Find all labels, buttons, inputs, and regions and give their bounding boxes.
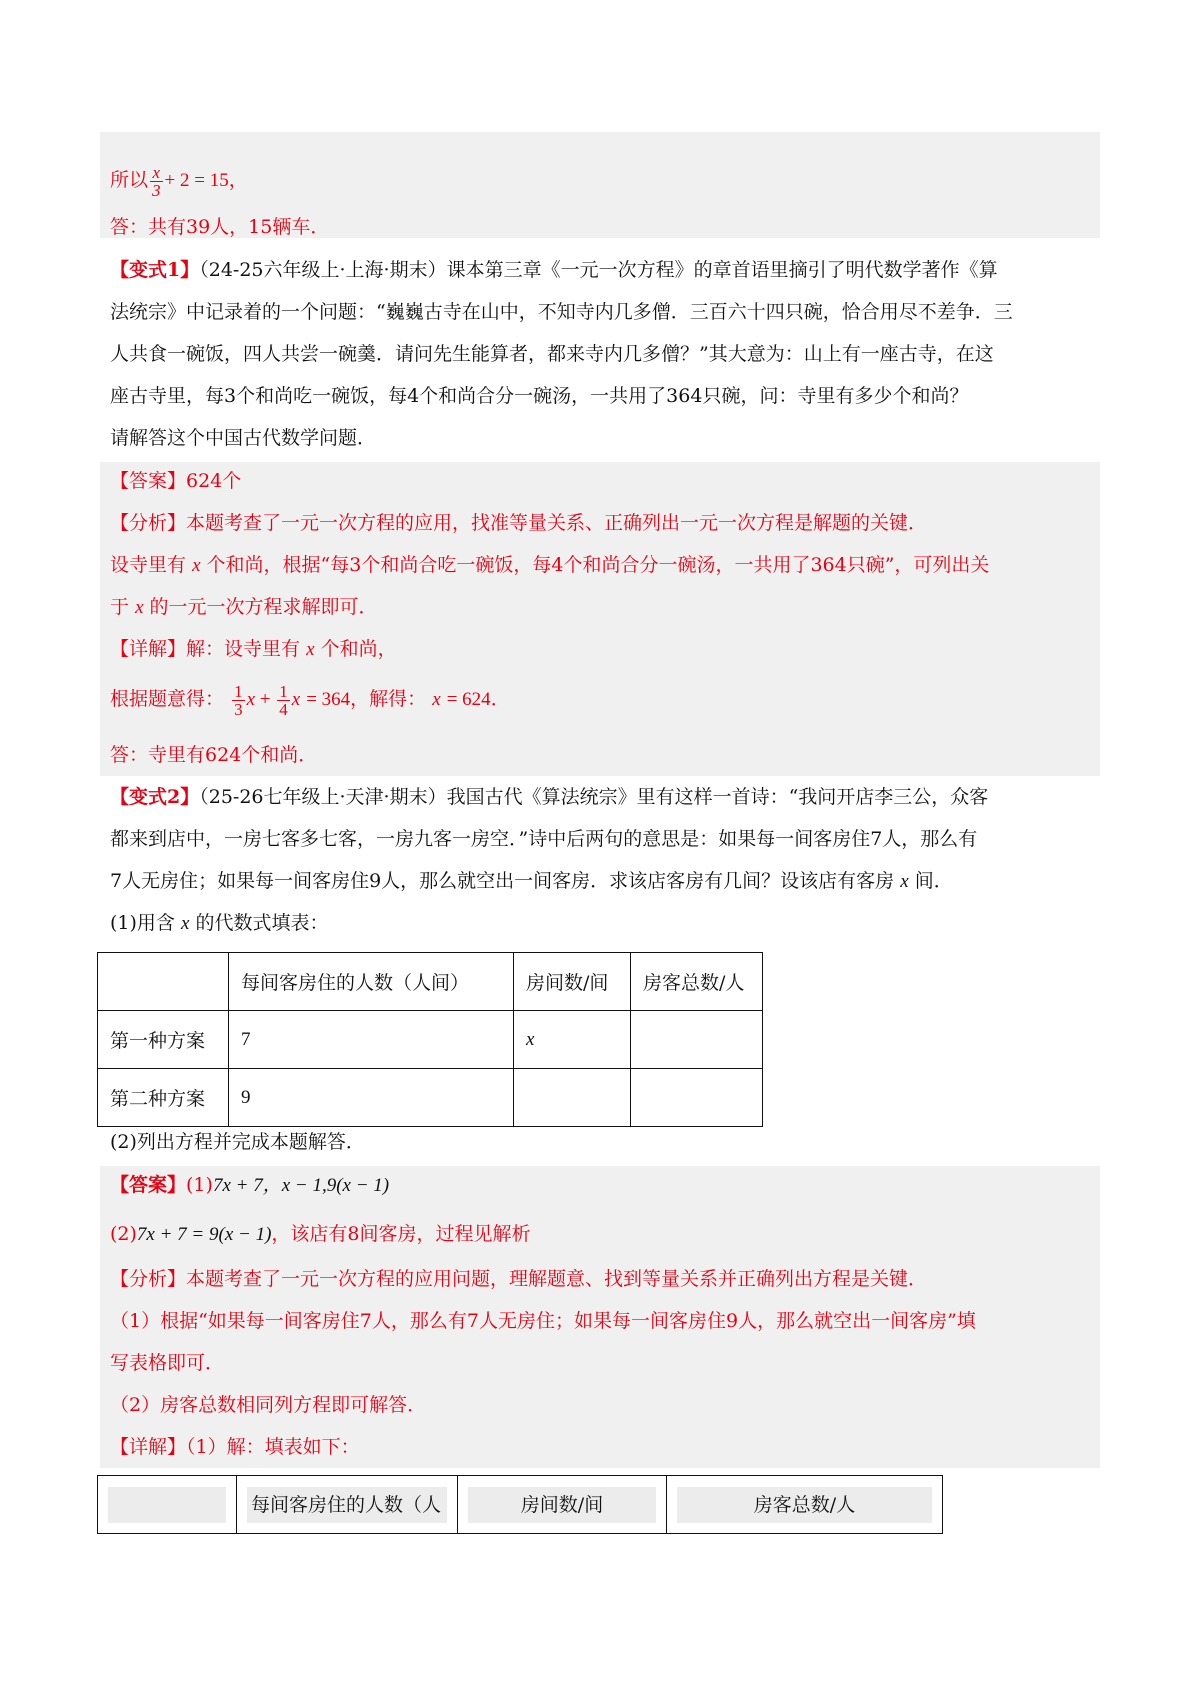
v2-line-3: 7人无房住；如果每一间客房住9人，那么就空出一间客房．求该店客房有几间？设该店有客房 x 间． [110,870,953,892]
v1-line-4: 座古寺里，每3个和尚吃一碗饭，每4个和尚合分一碗汤，一共用了364只碗，问：寺里有多少个和尚？ [110,385,969,407]
top-suoyi: 所以 [110,169,149,191]
top-equation: 所以 $\frac{x}{3}$ + 2 = 15， [110,162,248,200]
v1-line-1: 【变式1】（24-25六年级上·上海·期末）课本第三章《一元一次方程》的章首语里摘引了明代数学著作《算 [110,259,998,281]
v1-line-3: 人共食一碗饭，四人共尝一碗羹．请问先生能算者，都来寺内几多僧？”其大意为：山上有一座古寺，在这 [110,343,994,365]
v2-analysis-1: （1）根据“如果每一间客房住7人，那么有7人无房住；如果每一间客房住9人，那么就空出一间客房”填 [110,1310,976,1332]
fraction-x-over-3: $\frac{x}{3}$ [152,162,161,200]
v1-analysis-3: 于 x 的一元一次方程求解即可． [110,596,378,618]
v1-line-2: 法统宗》中记录着的一个问题：“巍巍古寺在山中，不知寺内几多僧．三百六十四只碗，恰合用尽不差争．三 [110,301,1013,323]
table-row: 第一种方案 7 x [98,1011,763,1069]
fraction-one-fourth: $\frac{1}{4}$ [279,681,288,719]
v2-analysis-1b: 写表格即可． [110,1352,225,1374]
v1-analysis-2: 设寺里有 x 个和尚，根据“每3个和尚合吃一碗饭，每4个和尚合分一碗汤，一共用了364只碗”，可列出关 [110,554,990,576]
v2-analysis-2: （2）房客总数相同列方程即可解答． [110,1394,427,1416]
v1-line-5: 请解答这个中国古代数学问题． [110,427,377,449]
v2-q2: (2)列出方程并完成本题解答． [110,1131,365,1153]
v2-q1: (1)用含 x 的代数式填表： [110,912,329,934]
top-answer: 答：共有39人，15辆车． [110,216,330,238]
v2-answer-2: (2)7x + 7 = 9(x − 1)，该店有8间客房，过程见解析 [110,1223,531,1245]
v1-analysis: 【分析】本题考查了一元一次方程的应用，找准等量关系、正确列出一元一次方程是解题的关键． [110,512,928,534]
answer-table: 每间客房住的人数（人 房间数/间 房客总数/人 [97,1475,943,1534]
v2-line-2: 都来到店中，一房七客多七客，一房九客一房空．”诗中后两句的意思是：如果每一间客房住7人，那么有 [110,828,978,850]
v1-detail: 【详解】解：设寺里有 x 个和尚， [110,638,397,660]
top-eq-rest: + 2 = 15 [164,170,229,191]
v1-conclusion: 答：寺里有624个和尚． [110,744,318,766]
v2-answer-1: 【答案】(1)7x + 7，x − 1,9(x − 1) [110,1174,390,1196]
v2-tag: 【变式2】 [110,786,200,808]
fill-table: 每间客房住的人数（人间） 房间数/间 房客总数/人 第一种方案 7 x 第二种方案 9 [97,952,763,1127]
v1-tag: 【变式1】 [110,259,200,281]
v1-equation: 根据题意得： $\frac{1}{3}$ x + $\frac{1}{4}$ x = 364，解得： x = 624． [110,681,510,719]
v1-answer: 【答案】624个 [110,470,242,492]
v2-analysis: 【分析】本题考查了一元一次方程的应用问题，理解题意、找到等量关系并正确列出方程是关键． [110,1268,928,1290]
v2-line-1: 【变式2】（25-26七年级上·天津·期末）我国古代《算法统宗》里有这样一首诗：“我问开店李三公，众客 [110,786,989,808]
v2-detail: 【详解】（1）解：填表如下： [110,1436,360,1458]
fraction-one-third: $\frac{1}{3}$ [234,681,243,719]
table-row: 第二种方案 9 [98,1069,763,1127]
